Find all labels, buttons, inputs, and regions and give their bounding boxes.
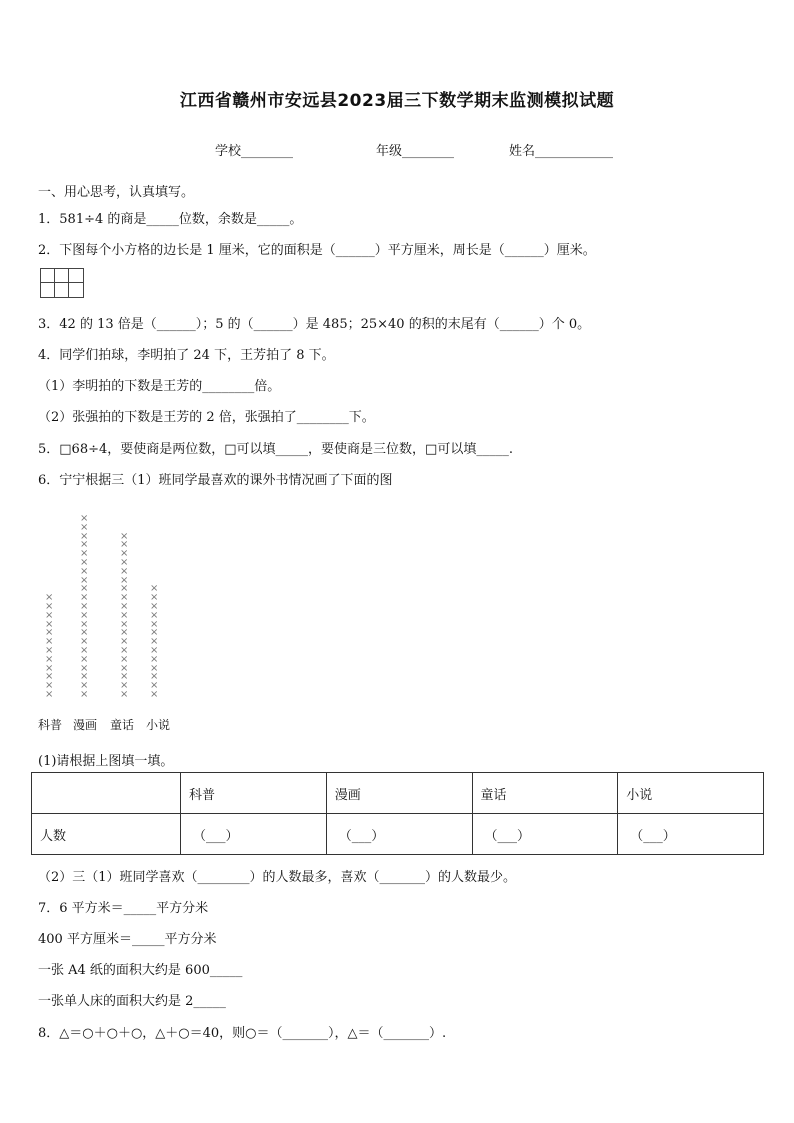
tally-mark: × (45, 662, 54, 674)
question-2: 2．下图每个小方格的边长是 1 厘米，它的面积是（______）平方厘米，周长是（______）厘米。 (38, 243, 596, 258)
table-cell: 童话 (472, 773, 618, 814)
tally-mark: × (120, 618, 129, 630)
tally-mark: × (45, 680, 54, 692)
tally-mark: × (150, 601, 159, 612)
tally-mark: × (120, 565, 129, 577)
table-cell: （___） (181, 814, 327, 855)
tally-mark: × (150, 645, 159, 656)
tally-mark: × (80, 618, 89, 630)
tally-mark: × (45, 609, 54, 621)
tally-mark: × (45, 592, 54, 604)
question-7: 7．6 平方米＝_____平方分米 (38, 901, 209, 916)
category-label-fairy-tales: 童话 (110, 718, 135, 732)
square-grid-figure (40, 268, 84, 298)
table-row (32, 814, 764, 855)
tally-mark: × (45, 671, 54, 683)
tally-mark: × (80, 671, 89, 683)
table-cell (32, 773, 181, 814)
tally-mark: × (120, 557, 129, 568)
question-4: 4．同学们拍球，李明拍了 24 下，王芳拍了 8 下。 (38, 348, 335, 363)
question-4-part-2: （2）张强拍的下数是王芳的 2 倍，张强拍了________下。 (38, 410, 375, 425)
tally-mark: × (120, 539, 129, 551)
question-3: 3．42 的 13 倍是（______）；5 的（______）是 485；25×40 的积的末尾有（______）个 0。 (38, 317, 591, 332)
question-7-line-4: 一张单人床的面积大约是 2_____ (38, 994, 226, 1009)
tally-mark: × (80, 530, 89, 542)
tally-mark: × (150, 609, 159, 621)
section-heading: 一、用心思考，认真填写。 (38, 185, 195, 200)
question-5: 5．□68÷4，要使商是两位数，□可以填_____，要使商是三位数，□可以填_____. (38, 442, 513, 457)
tally-mark: × (80, 645, 89, 656)
page-title: 江西省赣州市安远县2023届三下数学期末监测模拟试题 (179, 91, 615, 111)
tally-mark: × (45, 627, 54, 639)
table-cell: （___） (618, 814, 764, 855)
question-6-part-1: (1)请根据上图填一填。 (38, 754, 174, 769)
data-table (31, 772, 764, 855)
tally-mark: × (120, 645, 129, 656)
tally-mark: × (45, 618, 54, 630)
tally-mark: × (80, 662, 89, 674)
tally-mark: × (80, 592, 89, 604)
tally-mark: × (120, 609, 129, 621)
tally-mark: × (150, 592, 159, 604)
grade-field: 年级________ (376, 144, 455, 159)
tally-mark: × (80, 565, 89, 577)
tally-mark: × (150, 627, 159, 639)
table-cell: 人数 (32, 814, 181, 855)
school-field: 学校________ (215, 144, 294, 159)
tally-mark: × (80, 513, 89, 524)
tally-mark: × (80, 636, 89, 648)
name-field: 姓名____________ (509, 144, 614, 159)
tally-mark: × (120, 653, 129, 665)
tally-mark: × (80, 521, 89, 533)
tally-mark: × (45, 645, 54, 656)
tally-mark: × (120, 689, 129, 700)
tally-mark: × (80, 583, 89, 595)
question-8: 8．△＝○＋○＋○，△＋○＝40，则○＝（_______），△＝（_______）. (38, 1026, 447, 1041)
tally-mark: × (150, 653, 159, 665)
tally-mark: × (120, 627, 129, 639)
tally-mark: × (80, 627, 89, 639)
tally-mark: × (80, 557, 89, 568)
tally-mark: × (45, 601, 54, 612)
tally-mark: × (80, 548, 89, 560)
tally-mark: × (80, 574, 89, 586)
tally-mark: × (120, 530, 129, 542)
tally-mark: × (120, 636, 129, 648)
tally-mark: × (80, 689, 89, 700)
question-7-line-3: 一张 A4 纸的面积大约是 600_____ (38, 963, 243, 978)
tally-mark: × (150, 680, 159, 692)
table-cell: （___） (326, 814, 472, 855)
question-6: 6．宁宁根据三（1）班同学最喜欢的课外书情况画了下面的图 (38, 473, 393, 488)
tally-mark: × (150, 618, 159, 630)
question-7-line-2: 400 平方厘米＝_____平方分米 (38, 932, 217, 947)
tally-mark: × (80, 653, 89, 665)
tally-mark: × (120, 548, 129, 560)
tally-mark: × (150, 636, 159, 648)
tally-mark: × (80, 539, 89, 551)
table-header-row (32, 773, 764, 814)
category-label-comics: 漫画 (73, 718, 98, 732)
tally-mark: × (150, 583, 159, 595)
tally-mark: × (150, 671, 159, 683)
tally-mark: × (45, 689, 54, 700)
tally-mark: × (80, 680, 89, 692)
question-1: 1．581÷4 的商是_____位数，余数是_____。 (38, 212, 303, 227)
tally-mark: × (80, 601, 89, 612)
tally-mark: × (120, 583, 129, 595)
tally-mark: × (45, 636, 54, 648)
question-6-part-2: （2）三（1）班同学喜欢（________）的人数最多，喜欢（_______）的人数最少。 (38, 870, 517, 885)
tally-mark: × (120, 680, 129, 692)
table-cell: 漫画 (326, 773, 472, 814)
question-4-part-1: （1）李明拍的下数是王芳的________倍。 (38, 379, 281, 394)
tally-mark: × (120, 592, 129, 604)
category-label-novels: 小说 (146, 718, 171, 732)
tally-mark: × (120, 662, 129, 674)
category-label-science: 科普 (38, 718, 63, 732)
tally-mark: × (120, 601, 129, 612)
tally-mark: × (120, 574, 129, 586)
tally-mark: × (45, 653, 54, 665)
table-cell: （___） (472, 814, 618, 855)
table-cell: 科普 (181, 773, 327, 814)
tally-mark: × (150, 689, 159, 700)
tally-mark: × (80, 609, 89, 621)
tally-mark: × (150, 662, 159, 674)
tally-mark: × (120, 671, 129, 683)
table-cell: 小说 (618, 773, 764, 814)
